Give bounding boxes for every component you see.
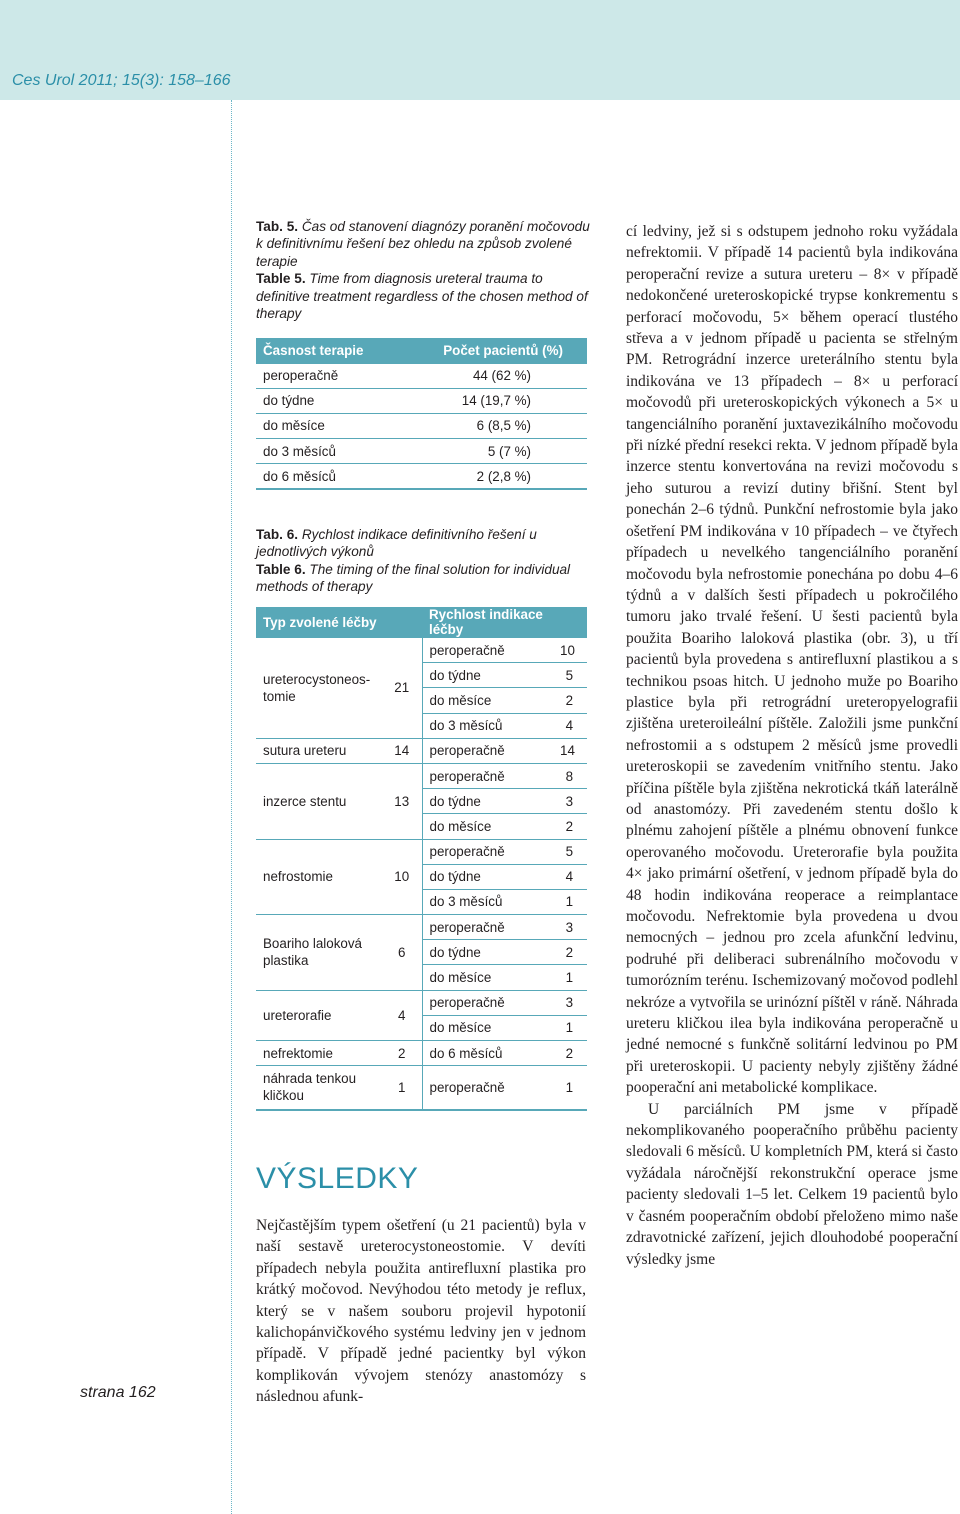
left-column-text: [256, 1215, 586, 1408]
timing-label: peroperačně: [422, 1066, 553, 1110]
table-row: [256, 439, 587, 464]
timing-label: do týdne: [422, 864, 553, 889]
table-row: [256, 839, 587, 864]
table6: [256, 607, 587, 1111]
paragraph: cí ledviny, jež si s odstupem jednoho roku vyžádala nefrektomii. V případě 14 pacientů byla indikována peroperační revize a sutura ureteru – 8× v případě nedokončené ureteroskopické trypse konkrementu s perforací močovodu, 5× během operací tlustého střeva a v jednom případě u pacienta se střelným PM. Retrográdní inzerce ureterálního stentu byla indikována ve 13 případech – 8× u perforací močovodů při ureteroskopických výkonech a 5× u tangenciálního poranění juxtavezikálního močovodu při nízké přední resekci rekta. V jednom případě byla inzerce stentu konvertována na revizi močovodu s jeho suturou a revizí dutiny břišní. Stent byl ponechán 2–6 týdnů. Punkční nefrostomie byla jako ošetření PM indikována v 10 případech – ve čtyřech případech u nevelkého tangenciálního poranění močovodu byla nefrostomie ponechána po dobu 4–6 týdnů a v dalších šesti případech u pokročilého tumoru jako trvalé řešení. U šesti pacientů byla použita Boariho laloková plastika (obr. 3), u tří pacientů byla provedena s antirefluxní plastikou a s technikou psoas hitch. U jednoho muže po Boariho plastice byla při retrográdní ureteropyelografii zjištěna ureteroileální píštěle. Založili jsme punkční nefrostomii a s odstupem 2 měsíců jsme provedli ureteroskopii se zavedením vnitřního stentu. Jako příčina píštěle byla zjištěna nekrotická tkáň laterálně od anastomózy. Při zavedeném stentu došlo k plnému zahojení píštěle a plnému obnovení funkce operovaného močovodu. Ureterorafie byla použita 4× jako primární ošetření, v jednom případě byla do 48 hodin indikována reoperace a reimplantace močovodu. Nefrektomie byla provedena u dvou nemocných – jednou pro zcela afunkční ledvinu, podruhé při deliberaci subrenálního močovodu v tumorózním terénu. Ischemizovaný močovod podlehl nekróze a vytvořila se urinózní píštěl v ráně. Náhrada ureteru kličkou ilea byla indikována peroperačně u jedné nemocné s funkčně solitární ledvinou po PM při ureteroskopii. U pacienty nebyly zjištěny žádné pooperační ani metabolické komplikace.: [626, 223, 958, 1097]
treatment-name: inzerce stentu: [256, 763, 382, 839]
timing-count: 4: [553, 864, 587, 889]
timing-count: 2: [553, 940, 587, 965]
table6-caption-en-text: The timing of the final solution for individual methods of therapy: [256, 561, 571, 595]
table5-cell: do týdne: [256, 388, 399, 413]
table5-cell: do měsíce: [256, 413, 399, 438]
treatment-name: nefrostomie: [256, 839, 382, 915]
timing-label: do týdne: [422, 663, 553, 688]
timing-count: 3: [553, 915, 587, 940]
treatment-count: 13: [382, 763, 422, 839]
treatment-name: nefrektomie: [256, 1041, 382, 1066]
table5-header-row: [256, 338, 587, 363]
treatment-count: 4: [382, 990, 422, 1040]
table-row: [256, 1066, 587, 1110]
treatment-name: ureterorafie: [256, 990, 382, 1040]
table5-cell: do 6 měsíců: [256, 464, 399, 489]
treatment-name: sutura ureteru: [256, 738, 382, 763]
table5: [256, 338, 587, 490]
treatment-name: ureterocystoneos-tomie: [256, 638, 382, 739]
table6-caption-en-label: Table 6.: [256, 561, 306, 577]
table5-header-cell: Časnost terapie: [256, 338, 399, 363]
timing-count: 2: [553, 814, 587, 839]
timing-label: do týdne: [422, 789, 553, 814]
treatment-name: Boariho laloková plastika: [256, 915, 382, 991]
treatment-count: 21: [382, 638, 422, 739]
timing-count: 5: [553, 663, 587, 688]
timing-count: 1: [553, 1066, 587, 1110]
treatment-count: 10: [382, 839, 422, 915]
table-row: [256, 363, 587, 388]
table5-caption-cz-label: Tab. 5.: [256, 219, 299, 234]
table5-caption-cz-text: Čas od stanovení diagnózy poranění močovodu k definitivnímu řešení bez ohledu na způsob zvolené terapie: [256, 219, 590, 269]
timing-count: 2: [553, 1041, 587, 1066]
timing-count: 14: [553, 738, 587, 763]
table5-cell: 44 (62 %): [399, 363, 587, 388]
table5-cell: 5 (7 %): [399, 439, 587, 464]
timing-label: do týdne: [422, 940, 553, 965]
margin-divider: [231, 100, 232, 1514]
paragraph: Nejčastějším typem ošetření (u 21 pacientů) byla v naší sestavě ureterocystoneostomie. V devíti případech nebyla použita antirefluxní plastika pro krátký močovod. Nevýhodou této metody je reflux, který se v našem souboru projevil hypotonií kalichopánvičkového systému ledviny jen v jednom případě. V případě jedné pacientky byl výkon komplikován vývojem stenózy anastomózy s následnou afunk-: [256, 1217, 586, 1406]
table-row: [256, 1041, 587, 1066]
table6-header-cell: Rychlost indikace léčby: [422, 607, 587, 638]
table6-header-cell: Typ zvolené léčby: [256, 607, 422, 638]
timing-count: 10: [553, 638, 587, 663]
table-row: [256, 638, 587, 663]
timing-label: do 3 měsíců: [422, 889, 553, 914]
table5-caption-en-label: Table 5.: [256, 271, 306, 287]
journal-reference: Ces Urol 2011; 15(3): 158–166: [12, 72, 231, 89]
section-heading: VÝSLEDKY: [256, 1162, 419, 1195]
table-row: [256, 763, 587, 788]
treatment-name: náhrada tenkou kličkou: [256, 1066, 382, 1110]
timing-label: peroperačně: [422, 763, 553, 788]
page-number: strana 162: [80, 1384, 156, 1401]
timing-count: 8: [553, 763, 587, 788]
table6-header-row: [256, 607, 587, 638]
table5-caption: [256, 218, 592, 322]
paragraph: U parciálních PM jsme v případě nekomplikovaného pooperačního průběhu pacienty sledovali 6 měsíců. U kompletních PM, která si často vyžádala náročnější rekonstrukční operace jsme pacienty sledovali 1–5 let. Celkem 19 pacientů bylo v časném pooperačním období přeloženo mimo naše zdravotnické zařízení, jejich dlouhodobé pooperační výsledky jsme: [626, 1100, 958, 1268]
table6-caption-cz-text: Rychlost indikace definitivního řešení u jednotlivých výkonů: [256, 527, 537, 560]
timing-count: 3: [553, 789, 587, 814]
timing-count: 5: [553, 839, 587, 864]
timing-count: 4: [553, 713, 587, 738]
timing-label: peroperačně: [422, 638, 553, 663]
timing-count: 1: [553, 889, 587, 914]
timing-label: do 6 měsíců: [422, 1041, 553, 1066]
right-column-text: [626, 221, 958, 1270]
timing-label: do měsíce: [422, 814, 553, 839]
table5-cell: 6 (8,5 %): [399, 413, 587, 438]
table5-header-cell: Počet pacientů (%): [399, 338, 587, 363]
timing-label: do měsíce: [422, 688, 553, 713]
treatment-count: 1: [382, 1066, 422, 1110]
timing-label: peroperačně: [422, 915, 553, 940]
table-row: [256, 388, 587, 413]
timing-label: do měsíce: [422, 1015, 553, 1040]
table-row: [256, 738, 587, 763]
timing-label: peroperačně: [422, 738, 553, 763]
table5-cell: 2 (2,8 %): [399, 464, 587, 489]
table-row: [256, 464, 587, 489]
table5-cell: peroperačně: [256, 363, 399, 388]
table-row: [256, 990, 587, 1015]
timing-label: peroperačně: [422, 839, 553, 864]
timing-count: 3: [553, 990, 587, 1015]
timing-count: 1: [553, 965, 587, 990]
timing-count: 2: [553, 688, 587, 713]
table-row: [256, 413, 587, 438]
timing-count: 1: [553, 1015, 587, 1040]
treatment-count: 6: [382, 915, 422, 991]
treatment-count: 14: [382, 738, 422, 763]
table6-caption-cz-label: Tab. 6.: [256, 527, 299, 542]
table5-cell: 14 (19,7 %): [399, 388, 587, 413]
table5-cell: do 3 měsíců: [256, 439, 399, 464]
timing-label: do 3 měsíců: [422, 713, 553, 738]
table-row: [256, 915, 587, 940]
timing-label: peroperačně: [422, 990, 553, 1015]
table5-caption-en-text: Time from diagnosis ureteral trauma to definitive treatment regardless of the chosen method of therapy: [256, 271, 588, 322]
table6-caption: [256, 526, 592, 596]
timing-label: do měsíce: [422, 965, 553, 990]
treatment-count: 2: [382, 1041, 422, 1066]
